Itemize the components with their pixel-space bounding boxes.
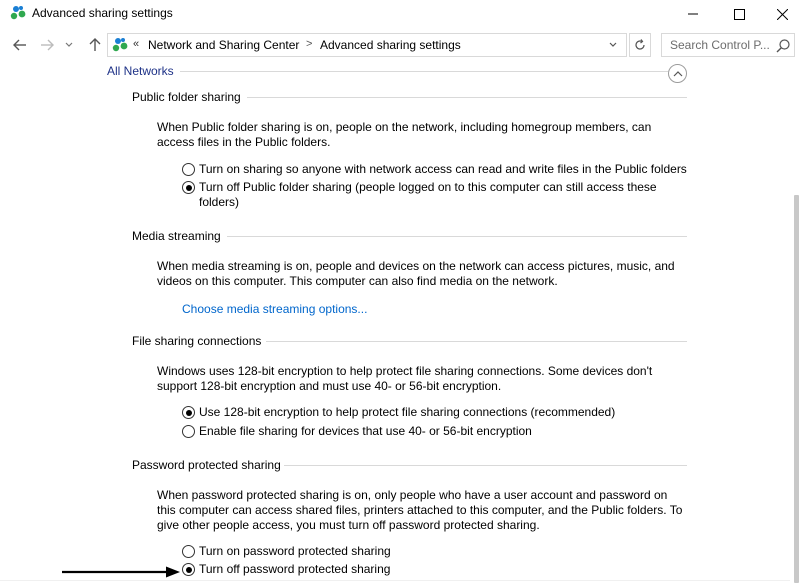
recent-locations-button[interactable] [62,34,76,56]
address-dropdown-button[interactable] [606,38,620,52]
chevron-down-icon [65,42,73,48]
up-button[interactable] [84,34,106,56]
radio-label[interactable]: Turn off password protected sharing [199,562,391,576]
radio-button[interactable] [182,425,195,438]
divider [180,71,668,72]
media-streaming-description: When media streaming is on, people and devices on the network can access pictures, music, and videos on this computer. This computer can also find media on the network. [157,259,675,288]
scrollbar-thumb[interactable] [794,195,799,583]
refresh-icon [634,39,646,51]
back-arrow-icon [13,39,27,51]
radio-label[interactable]: Turn off Public folder sharing (people logged on to this computer can still access these folders) [199,180,657,209]
maximize-icon [734,9,745,20]
radio-label[interactable]: Turn on password protected sharing [199,544,391,558]
radio-option-public-folder-off[interactable] [182,180,672,210]
radio-button-selected[interactable] [182,563,195,576]
radio-option-password-on[interactable] [182,544,692,559]
radio-button[interactable] [182,163,195,176]
breadcrumb-network-and-sharing-center[interactable]: Network and Sharing Center [148,38,300,52]
title-bar [0,0,802,28]
radio-button-selected[interactable] [182,181,195,194]
network-icon [112,37,130,53]
chevron-up-icon [673,71,683,77]
up-arrow-icon [89,38,101,52]
refresh-button[interactable] [629,33,651,57]
section-title-media-streaming: Media streaming [132,229,221,243]
settings-content [0,60,790,583]
radio-button-selected[interactable] [182,406,195,419]
back-button[interactable] [9,34,31,56]
search-input[interactable] [662,34,772,56]
search-box[interactable] [661,33,795,57]
radio-label[interactable]: Use 128-bit encryption to help protect file sharing connections (recommended) [199,405,616,419]
radio-option-password-off[interactable] [182,562,692,577]
close-button[interactable] [762,0,802,28]
close-icon [777,9,788,20]
radio-button[interactable] [182,545,195,558]
profile-heading[interactable]: All Networks [107,64,174,78]
forward-arrow-icon [40,39,54,51]
search-icon[interactable] [775,38,791,54]
divider [266,341,687,342]
media-streaming-options-link[interactable]: Choose media streaming options... [182,302,368,316]
vertical-scrollbar[interactable] [791,60,802,583]
minimize-icon [688,9,698,19]
window-title: Advanced sharing settings [32,6,173,20]
divider [0,580,790,581]
radio-option-128-bit[interactable] [182,405,692,420]
chevron-down-icon [609,42,617,48]
navigation-bar [0,30,802,60]
radio-label[interactable]: Enable file sharing for devices that use 40- or 56-bit encryption [199,424,532,438]
divider [284,465,687,466]
maximize-button[interactable] [716,0,762,28]
section-title-public-folder-sharing: Public folder sharing [132,90,241,104]
radio-label[interactable]: Turn on sharing so anyone with network access can read and write files in the Public folders [199,162,687,176]
collapse-profile-button[interactable] [668,64,687,83]
breadcrumb-overflow-icon[interactable]: « [133,38,140,50]
network-icon [10,5,28,21]
annotation-arrow-icon [62,566,180,578]
file-sharing-description: Windows uses 128-bit encryption to help protect file sharing connections. Some devices don't support 128-bit encryption and must use 40- or 56-bit encryption. [157,364,653,393]
password-sharing-description: When password protected sharing is on, only people who have a user account and password on this computer can access shared files, printers attached to this computer, and the Public folders. To give other people access, you must turn off password protected sharing. [157,488,683,532]
divider [247,97,687,98]
radio-option-40-56-bit[interactable] [182,424,692,439]
minimize-button[interactable] [670,0,716,28]
public-folder-description: When Public folder sharing is on, people on the network, including homegroup members, can access files in the Public folders. [157,120,652,149]
divider [227,236,687,237]
breadcrumb-advanced-sharing-settings[interactable]: Advanced sharing settings [320,38,461,52]
breadcrumb-separator-icon[interactable]: > [306,38,313,50]
section-title-password-protected-sharing: Password protected sharing [132,458,281,472]
radio-option-public-folder-on[interactable] [182,162,692,177]
address-bar[interactable] [107,33,627,57]
section-title-file-sharing-connections: File sharing connections [132,334,262,348]
forward-button[interactable] [36,34,58,56]
